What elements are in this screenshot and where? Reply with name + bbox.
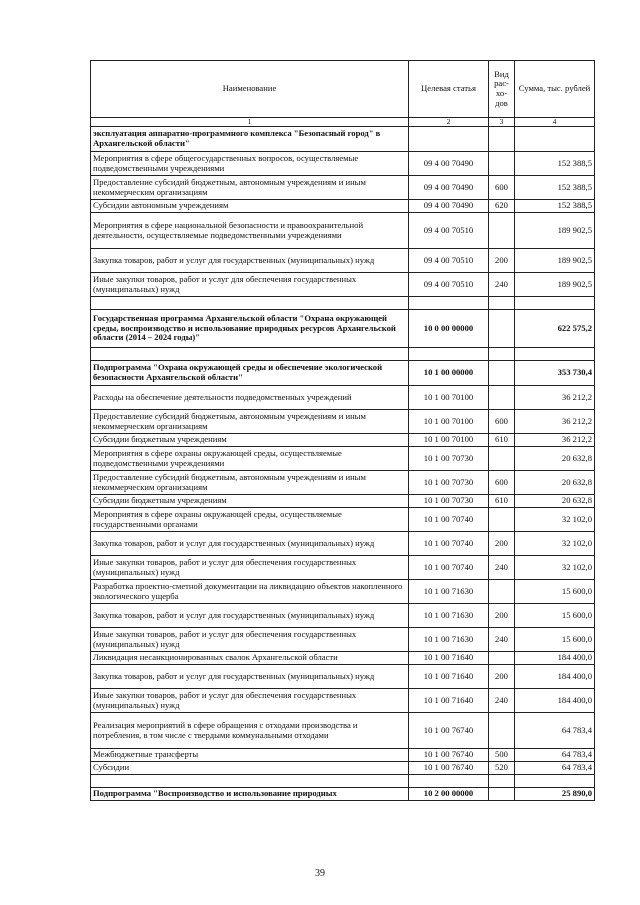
cell-sum: 20 632,8 xyxy=(515,495,595,508)
cell-name: Государственная программа Архангельской области "Охрана окружающей среды, воспроизводство и использование природных ресурсов Архангельской области (2014 – 2024 годы)" xyxy=(91,310,409,348)
cell-vid xyxy=(489,213,515,249)
table-row xyxy=(91,200,595,213)
column-number-4: 4 xyxy=(515,118,595,127)
column-number-1: 1 xyxy=(91,118,409,127)
cell-sum: 64 783,4 xyxy=(515,749,595,762)
table-row xyxy=(91,310,595,348)
cell-name: Реализация мероприятий в сфере обращения с отходами производства и потребления, в том числе с твердыми коммунальными отходами xyxy=(91,713,409,749)
empty-cell xyxy=(515,348,595,361)
empty-cell xyxy=(515,775,595,788)
cell-code: 10 1 00 70740 xyxy=(409,556,489,580)
cell-name: Подпрограмма "Охрана окружающей среды и обеспечение экологической безопасности Архангельской области" xyxy=(91,361,409,386)
cell-name: Закупка товаров, работ и услуг для государственных (муниципальных) нужд xyxy=(91,532,409,556)
table-row xyxy=(91,127,595,152)
cell-code: 09 4 00 70510 xyxy=(409,273,489,297)
table-row xyxy=(91,788,595,801)
table-header-row xyxy=(91,61,595,118)
cell-vid: 600 xyxy=(489,471,515,495)
cell-code: 10 1 00 71630 xyxy=(409,628,489,652)
table-row xyxy=(91,434,595,447)
cell-vid: 620 xyxy=(489,200,515,213)
cell-sum: 64 783,4 xyxy=(515,713,595,749)
cell-code: 10 1 00 70730 xyxy=(409,471,489,495)
cell-vid xyxy=(489,508,515,532)
cell-code: 10 1 00 71640 xyxy=(409,652,489,665)
cell-vid xyxy=(489,788,515,801)
cell-vid xyxy=(489,447,515,471)
table-row xyxy=(91,749,595,762)
empty-cell xyxy=(91,348,409,361)
column-number-row xyxy=(91,118,595,127)
table-row xyxy=(91,689,595,713)
cell-code xyxy=(409,127,489,152)
table-row xyxy=(91,273,595,297)
cell-sum: 64 783,4 xyxy=(515,762,595,775)
cell-sum: 189 902,5 xyxy=(515,249,595,273)
table-row xyxy=(91,447,595,471)
table-row xyxy=(91,249,595,273)
cell-code: 09 4 00 70510 xyxy=(409,213,489,249)
cell-code: 10 1 00 71630 xyxy=(409,604,489,628)
cell-name: Закупка товаров, работ и услуг для государственных (муниципальных) нужд xyxy=(91,249,409,273)
empty-cell xyxy=(489,348,515,361)
cell-sum: 184 400,0 xyxy=(515,689,595,713)
cell-vid: 240 xyxy=(489,556,515,580)
cell-name: Разработка проектно-сметной документации на ликвидацию объектов накопленного экологического ущерба xyxy=(91,580,409,604)
cell-sum: 20 632,8 xyxy=(515,447,595,471)
cell-name: Субсидии автономным учреждениям xyxy=(91,200,409,213)
spacer-row xyxy=(91,775,595,788)
cell-sum: 152 388,5 xyxy=(515,176,595,200)
cell-name: Мероприятия в сфере охраны окружающей среды, осуществляемые государственными органами xyxy=(91,508,409,532)
spacer-row xyxy=(91,348,595,361)
cell-sum: 15 600,0 xyxy=(515,628,595,652)
cell-vid: 610 xyxy=(489,434,515,447)
table-row xyxy=(91,410,595,434)
cell-sum: 353 730,4 xyxy=(515,361,595,386)
header-sum: Сумма, тыс. рублей xyxy=(515,61,595,118)
cell-code: 09 4 00 70490 xyxy=(409,200,489,213)
cell-code: 10 1 00 70740 xyxy=(409,508,489,532)
cell-code: 09 4 00 70490 xyxy=(409,176,489,200)
cell-name: Предоставление субсидий бюджетным, автономным учреждениям и иным некоммерческим организациям xyxy=(91,176,409,200)
table-row xyxy=(91,361,595,386)
table-row xyxy=(91,471,595,495)
cell-code: 10 2 00 00000 xyxy=(409,788,489,801)
budget-table xyxy=(90,60,595,801)
header-vid: Вид рас-хо-дов xyxy=(489,61,515,118)
table-row xyxy=(91,604,595,628)
empty-cell xyxy=(91,297,409,310)
table-row xyxy=(91,580,595,604)
cell-name: Субсидии xyxy=(91,762,409,775)
table-row xyxy=(91,713,595,749)
cell-name: Закупка товаров, работ и услуг для государственных (муниципальных) нужд xyxy=(91,665,409,689)
cell-vid: 500 xyxy=(489,749,515,762)
table-row xyxy=(91,508,595,532)
cell-code: 10 0 00 00000 xyxy=(409,310,489,348)
cell-sum: 184 400,0 xyxy=(515,665,595,689)
cell-name: Подпрограмма "Воспроизводство и использование природных xyxy=(91,788,409,801)
cell-name: Мероприятия в сфере национальной безопасности и правоохранительной деятельности, осуществляемые подведомственными учреждениями xyxy=(91,213,409,249)
cell-code: 10 1 00 76740 xyxy=(409,762,489,775)
cell-vid: 240 xyxy=(489,628,515,652)
cell-sum: 15 600,0 xyxy=(515,604,595,628)
cell-name: Межбюджетные трансферты xyxy=(91,749,409,762)
cell-code: 10 1 00 70730 xyxy=(409,495,489,508)
table-row xyxy=(91,176,595,200)
cell-code: 09 4 00 70510 xyxy=(409,249,489,273)
page-number: 39 xyxy=(315,868,325,879)
cell-vid xyxy=(489,386,515,410)
column-number-2: 2 xyxy=(409,118,489,127)
cell-sum: 36 212,2 xyxy=(515,434,595,447)
empty-cell xyxy=(409,348,489,361)
table-row xyxy=(91,152,595,176)
empty-cell xyxy=(489,297,515,310)
cell-sum: 32 102,0 xyxy=(515,532,595,556)
cell-sum: 32 102,0 xyxy=(515,556,595,580)
cell-name: Иные закупки товаров, работ и услуг для обеспечения государственных (муниципальных) нужд xyxy=(91,273,409,297)
cell-vid: 200 xyxy=(489,604,515,628)
cell-vid: 200 xyxy=(489,532,515,556)
cell-vid xyxy=(489,310,515,348)
table-row xyxy=(91,652,595,665)
cell-vid: 200 xyxy=(489,249,515,273)
cell-vid: 610 xyxy=(489,495,515,508)
cell-name: Закупка товаров, работ и услуг для государственных (муниципальных) нужд xyxy=(91,604,409,628)
cell-name: Субсидии бюджетным учреждениям xyxy=(91,434,409,447)
cell-vid: 600 xyxy=(489,176,515,200)
cell-code: 09 4 00 70490 xyxy=(409,152,489,176)
column-number-3: 3 xyxy=(489,118,515,127)
table-row xyxy=(91,556,595,580)
table-row xyxy=(91,213,595,249)
cell-name: Иные закупки товаров, работ и услуг для обеспечения государственных (муниципальных) нужд xyxy=(91,628,409,652)
table-row xyxy=(91,665,595,689)
cell-vid: 600 xyxy=(489,410,515,434)
cell-name: Субсидии бюджетным учреждениям xyxy=(91,495,409,508)
cell-name: Мероприятия в сфере общегосударственных вопросов, осуществляемые подведомственными учреждениями xyxy=(91,152,409,176)
cell-code: 10 1 00 76740 xyxy=(409,713,489,749)
cell-vid: 200 xyxy=(489,665,515,689)
cell-sum: 36 212,2 xyxy=(515,410,595,434)
cell-vid: 240 xyxy=(489,689,515,713)
cell-sum: 152 388,5 xyxy=(515,152,595,176)
cell-code: 10 1 00 70740 xyxy=(409,532,489,556)
cell-sum: 15 600,0 xyxy=(515,580,595,604)
cell-name: Иные закупки товаров, работ и услуг для обеспечения государственных (муниципальных) нужд xyxy=(91,689,409,713)
cell-name: Расходы на обеспечение деятельности подведомственных учреждений xyxy=(91,386,409,410)
table-row xyxy=(91,495,595,508)
empty-cell xyxy=(409,775,489,788)
cell-code: 10 1 00 70100 xyxy=(409,386,489,410)
table-body xyxy=(91,127,595,801)
cell-code: 10 1 00 76740 xyxy=(409,749,489,762)
cell-sum: 36 212,2 xyxy=(515,386,595,410)
cell-sum: 152 388,5 xyxy=(515,200,595,213)
cell-code: 10 1 00 71640 xyxy=(409,665,489,689)
empty-cell xyxy=(515,297,595,310)
cell-code: 10 1 00 71640 xyxy=(409,689,489,713)
cell-vid xyxy=(489,127,515,152)
cell-sum: 32 102,0 xyxy=(515,508,595,532)
cell-code: 10 1 00 70730 xyxy=(409,447,489,471)
cell-code: 10 1 00 70100 xyxy=(409,434,489,447)
cell-sum: 20 632,8 xyxy=(515,471,595,495)
cell-vid xyxy=(489,152,515,176)
table-row xyxy=(91,762,595,775)
cell-sum: 622 575,2 xyxy=(515,310,595,348)
table-row xyxy=(91,628,595,652)
cell-name: Мероприятия в сфере охраны окружающей среды, осуществляемые подведомственными учреждениями xyxy=(91,447,409,471)
cell-name: Иные закупки товаров, работ и услуг для обеспечения государственных (муниципальных) нужд xyxy=(91,556,409,580)
cell-vid xyxy=(489,361,515,386)
cell-vid xyxy=(489,713,515,749)
cell-sum: 189 902,5 xyxy=(515,273,595,297)
cell-vid xyxy=(489,652,515,665)
empty-cell xyxy=(409,297,489,310)
empty-cell xyxy=(489,775,515,788)
cell-name: Предоставление субсидий бюджетным, автономным учреждениям и иным некоммерческим организациям xyxy=(91,410,409,434)
cell-name: Предоставление субсидий бюджетным, автономным учреждениям и иным некоммерческим организациям xyxy=(91,471,409,495)
spacer-row xyxy=(91,297,595,310)
cell-code: 10 1 00 00000 xyxy=(409,361,489,386)
cell-code: 10 1 00 71630 xyxy=(409,580,489,604)
cell-name: Ликвидация несанкционированных свалок Архангельской области xyxy=(91,652,409,665)
cell-sum: 25 890,0 xyxy=(515,788,595,801)
cell-code: 10 1 00 70100 xyxy=(409,410,489,434)
cell-vid: 240 xyxy=(489,273,515,297)
empty-cell xyxy=(91,775,409,788)
cell-vid: 520 xyxy=(489,762,515,775)
cell-vid xyxy=(489,580,515,604)
table-row xyxy=(91,386,595,410)
header-code: Целевая статья xyxy=(409,61,489,118)
cell-sum xyxy=(515,127,595,152)
cell-sum: 184 400,0 xyxy=(515,652,595,665)
header-name: Наименование xyxy=(91,61,409,118)
cell-name: эксплуатация аппаратно-программного комплекса "Безопасный город" в Архангельской области" xyxy=(91,127,409,152)
table-row xyxy=(91,532,595,556)
cell-sum: 189 902,5 xyxy=(515,213,595,249)
